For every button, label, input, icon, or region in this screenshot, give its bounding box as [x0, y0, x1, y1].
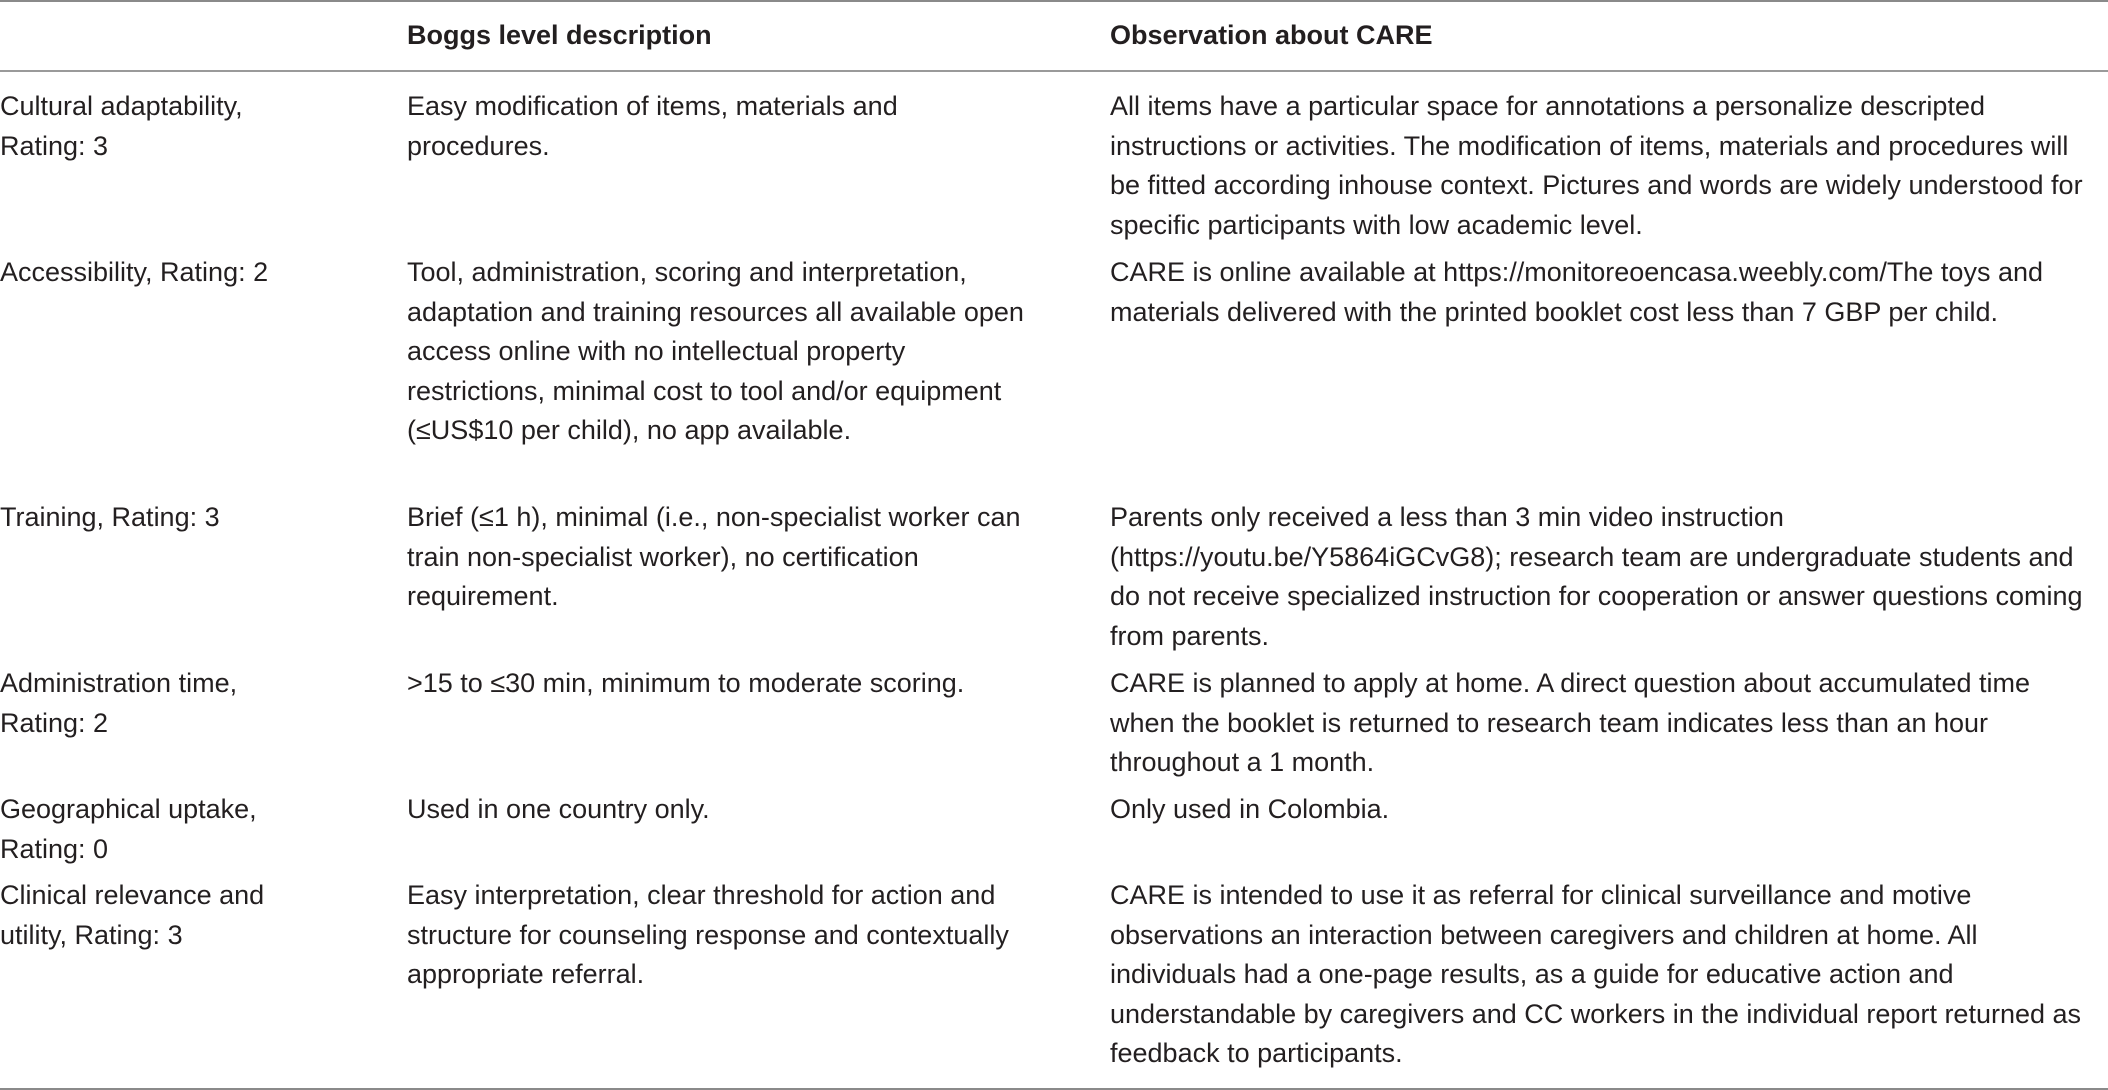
description-cell: Easy modification of items, materials and procedures. [407, 91, 898, 161]
criterion-cell: Training, Rating: 3 [0, 502, 220, 532]
description-cell: Brief (≤1 h), minimal (i.e., non-specialist worker can train non-specialist worker), no certification requirement. [407, 502, 1021, 611]
observation-cell: Parents only received a less than 3 min video instruction (https://youtu.be/Y5864iGCvG8); research team are undergraduate students and do not receive specialized instruction for cooperation or answer questions coming from parents. [1110, 502, 2083, 651]
observation-cell: All items have a particular space for annotations a personalize descripted instructions or activities. The modification of items, materials and procedures will be fitted according inhouse context. Pictures and words are widely understood for specific participants with low academic level. [1110, 91, 2083, 240]
header-rule [0, 70, 2108, 72]
header-observation-about-care: Observation about CARE [1110, 20, 1433, 50]
observation-cell: CARE is intended to use it as referral for clinical surveillance and motive observations an interaction between caregivers and children at home. All individuals had a one-page results, as a guide for educative action and understandable by caregivers and CC workers in the individual report returned as feedback to participants. [1110, 880, 2082, 1068]
description-cell: Easy interpretation, clear threshold for action and structure for counseling response and contextually appropriate referral. [407, 880, 1009, 989]
criterion-cell: Cultural adaptability, Rating: 3 [0, 91, 243, 161]
observation-cell: CARE is online available at https://monitoreoencasa.weebly.com/The toys and materials delivered with the printed booklet cost less than 7 GBP per child. [1110, 257, 2043, 327]
criterion-cell: Accessibility, Rating: 2 [0, 257, 269, 287]
table-top-rule [0, 0, 2108, 2]
header-boggs-level-description: Boggs level description [407, 20, 712, 50]
description-cell: Tool, administration, scoring and interpretation, adaptation and training resources all available open access online with no intellectual property restrictions, minimal cost to tool and/or equipment (≤US$10 per child), no app available. [407, 257, 1024, 445]
criterion-cell: Clinical relevance and utility, Rating: 3 [0, 880, 265, 950]
observation-cell: CARE is planned to apply at home. A direct question about accumulated time when the booklet is returned to research team indicates less than an hour throughout a 1 month. [1110, 668, 2031, 777]
description-cell: >15 to ≤30 min, minimum to moderate scoring. [407, 668, 965, 698]
description-cell: Used in one country only. [407, 794, 710, 824]
criterion-cell: Administration time, Rating: 2 [0, 668, 238, 738]
observation-cell: Only used in Colombia. [1110, 794, 1390, 824]
criterion-cell: Geographical uptake, Rating: 0 [0, 794, 257, 864]
